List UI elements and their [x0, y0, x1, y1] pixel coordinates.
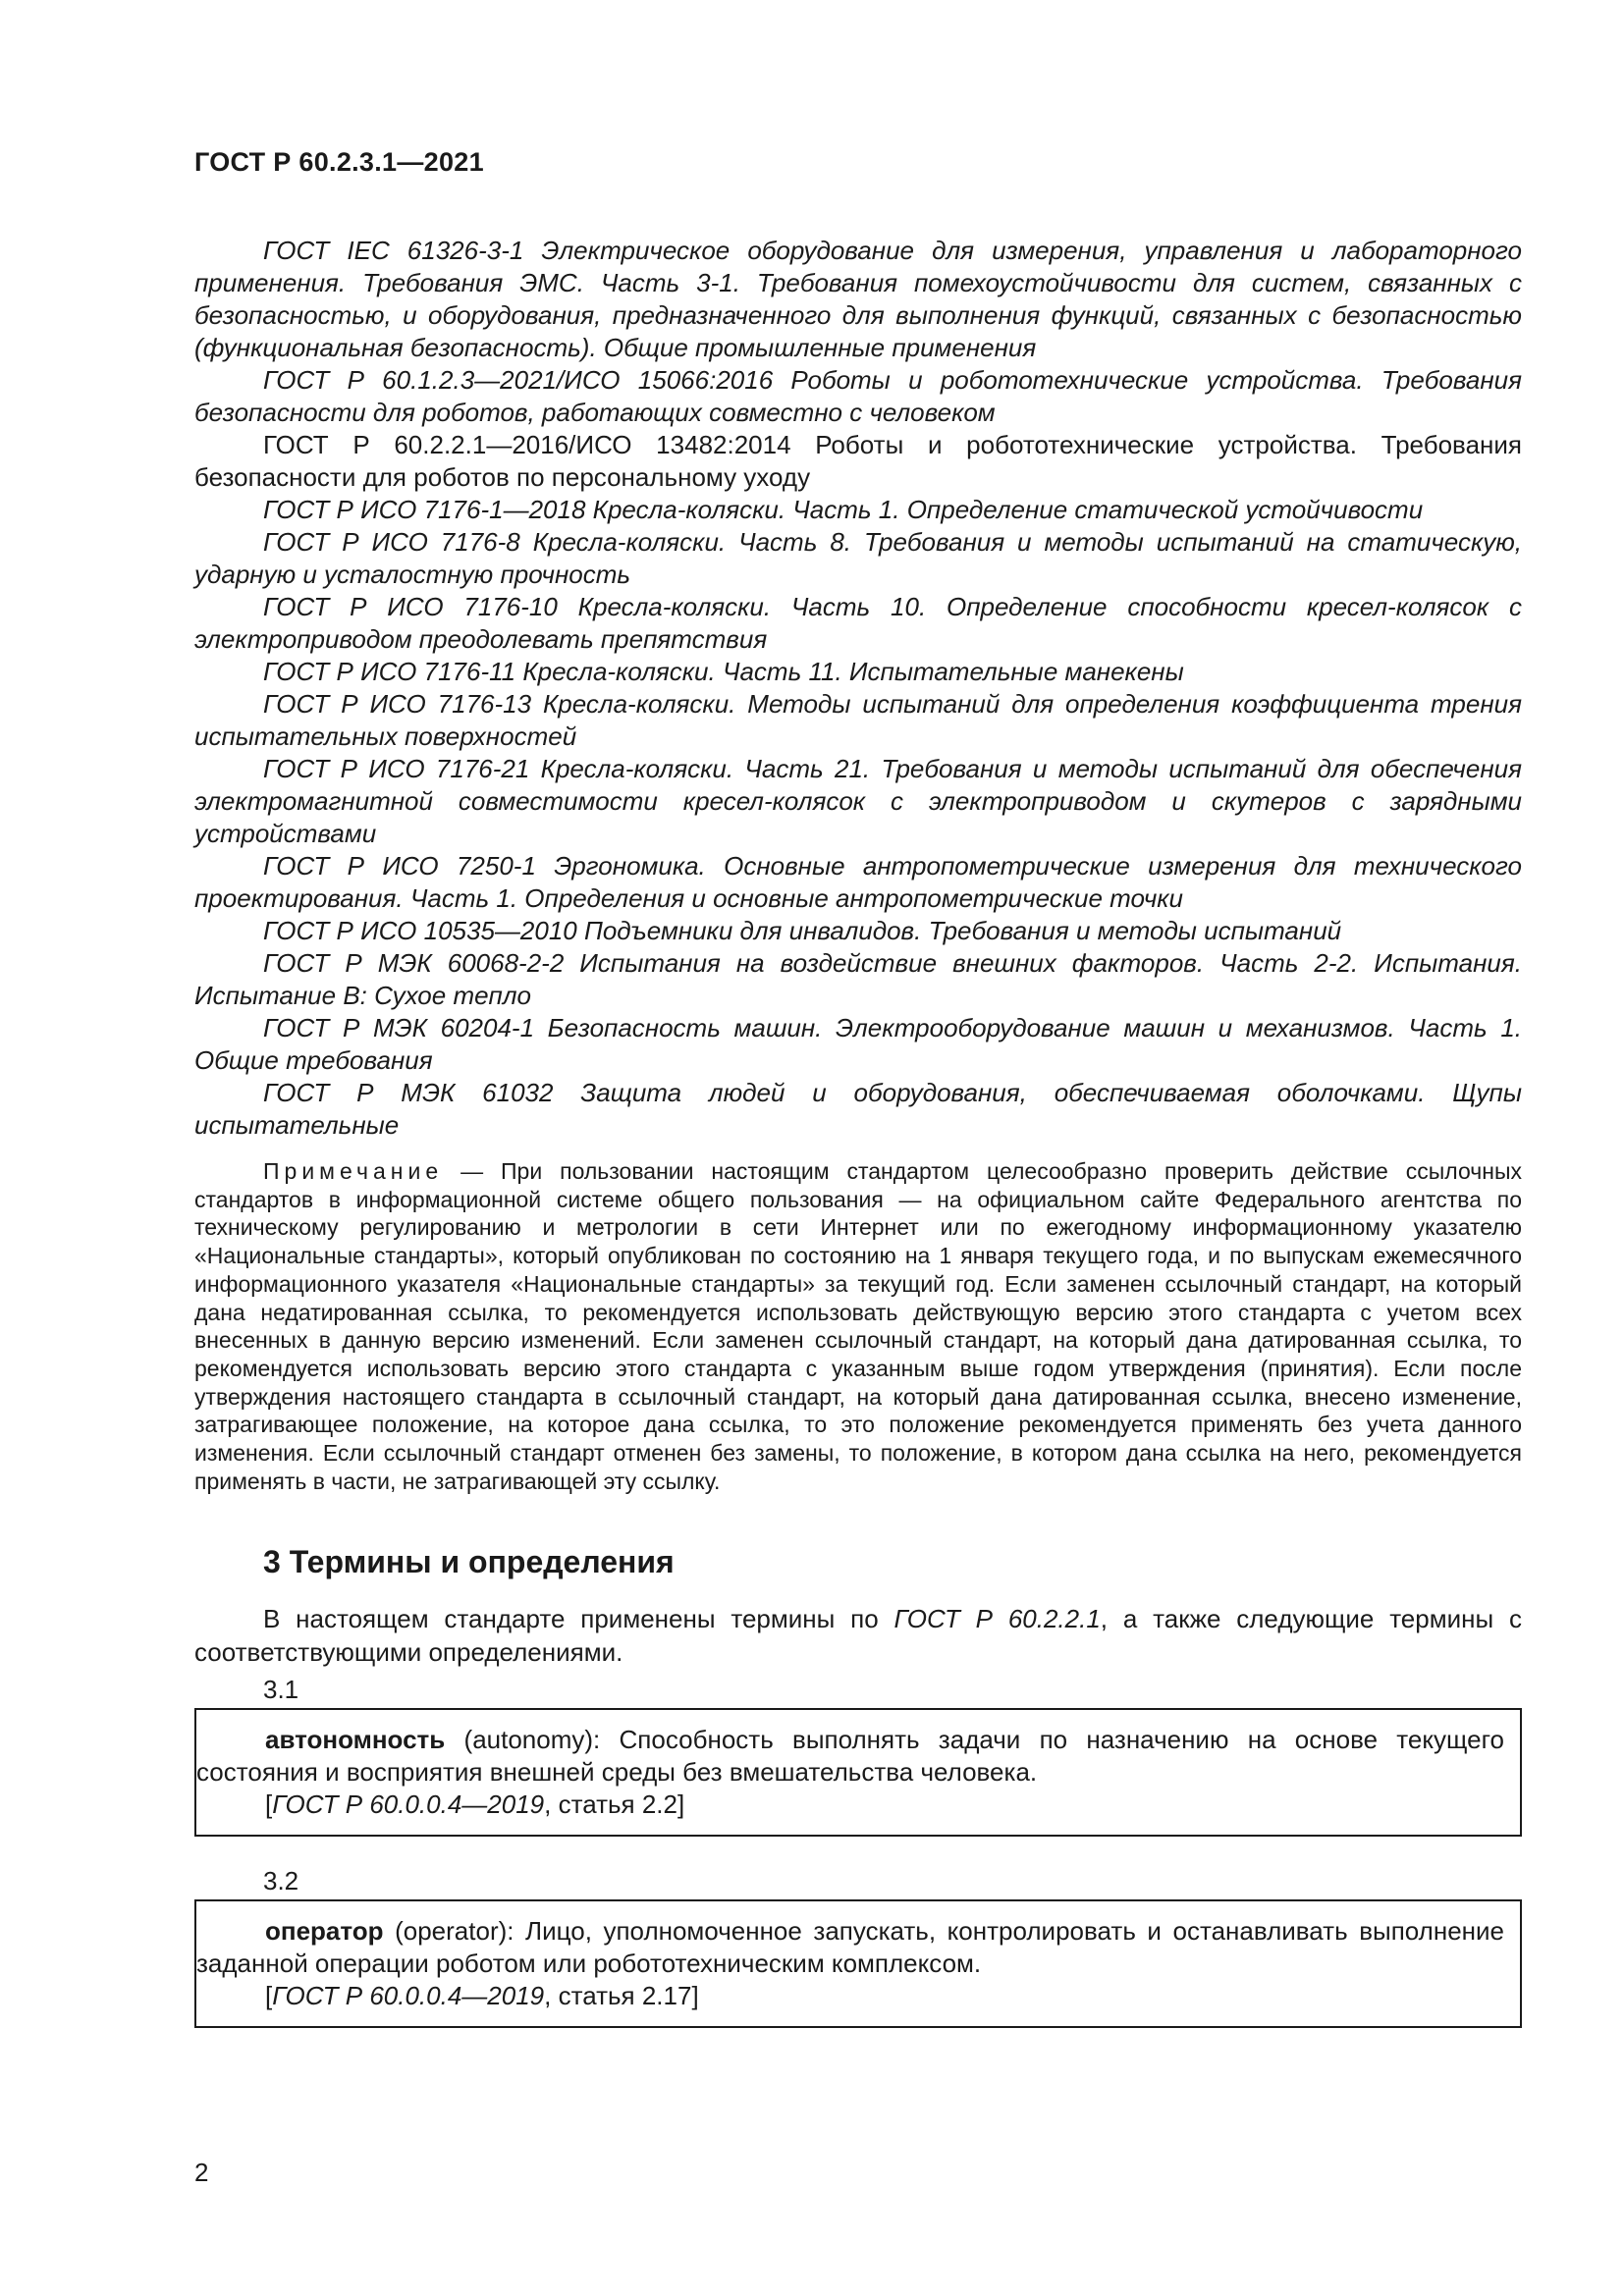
document-code-header: ГОСТ Р 60.2.3.1—2021	[194, 147, 484, 177]
reference-item: ГОСТ Р ИСО 7176-10 Кресла-коляски. Часть 10. Определение способности кресел-колясок с электроприводом преодолевать препятствия	[194, 592, 1522, 654]
reference-item: ГОСТ Р ИСО 7176-21 Кресла-коляски. Часть 21. Требования и методы испытаний для обеспечения электромагнитной совместимости кресел-колясок с электроприводом и скутеров с зарядными устройствами	[194, 754, 1522, 848]
intro-text-end: , а также следующие термины с соответствующими определениями.	[194, 1604, 1522, 1668]
note-text: — При пользовании настоящим стандартом целесообразно проверить действие ссылочных стандартов в информационной системе общего пользования — на официальном сайте Федерального агентства по техническому регулированию и метрологии в сети Интернет или по ежегодному информационному указателю «Национальные стандарты», который опубликован по состоянию на 1 января текущего года, и по выпускам ежемесячного информационного указателя «Национальные стандарты» за текущий год. Если заменен ссылочный стандарт, на который дана недатированная ссылка, то рекомендуется использовать действующую версию этого стандарта с учетом всех внесенных в данную версию изменений. Если заменен ссылочный стандарт, на который дана датированная ссылка, то рекомендуется использовать версию этого стандарта с указанным выше годом утверждения (принятия). Если после утверждения настоящего стандарта в ссылочный стандарт, на который дана датированная ссылка, внесено изменение, затрагивающее положение, на которое дана ссылка, то это положение рекомендуется применять без учета данного изменения. Если ссылочный стандарт отменен без замены, то положение, в котором дана ссылка на него, рекомендуется применять в части, не затрагивающей эту ссылку.	[194, 1158, 1522, 1494]
source-article: , статья 2.2]	[544, 1789, 685, 1820]
reference-item: ГОСТ Р 60.1.2.3—2021/ИСО 15066:2016 Роботы и робототехнические устройства. Требования безопасности для роботов, работающих совместно с человеком	[194, 365, 1522, 427]
page-number: 2	[194, 2158, 209, 2187]
term-source	[196, 1980, 1520, 2012]
intro-reference: ГОСТ Р 60.2.2.1	[893, 1604, 1101, 1634]
reference-item: ГОСТ Р ИСО 7176-13 Кресла-коляски. Методы испытаний для определения коэффициента трения испытательных поверхностей	[194, 689, 1522, 751]
source-bracket: [	[265, 1789, 273, 1820]
term-definition-text: : Способность выполнять задачи по назначению на основе текущего состояния и восприятия внешней среды без вмешательства человека.	[196, 1725, 1504, 1788]
reference-item: ГОСТ IEC 61326-3-1 Электрическое оборудование для измерения, управления и лабораторного применения. Требования ЭМС. Часть 3-1. Требования помехоустойчивости для систем, связанных с безопасностью, и оборудования, предназначенного для выполнения функций, связанных с безопасностью (функциональная безопасность). Общие промышленные применения	[194, 236, 1522, 362]
source-article: , статья 2.17]	[544, 1981, 699, 2011]
term-word: автономность	[265, 1725, 446, 1755]
term-definition-box	[194, 1899, 1522, 2028]
term-word: оператор	[265, 1916, 384, 1947]
document-page	[194, 147, 1522, 2056]
reference-item: ГОСТ Р ИСО 7176-8 Кресла-коляски. Часть 8. Требования и методы испытаний на статическую, ударную и усталостную прочность	[194, 527, 1522, 589]
note-label: Примечание	[263, 1158, 444, 1184]
term-definition-box	[194, 1708, 1522, 1837]
reference-item: ГОСТ Р ИСО 7176-11 Кресла-коляски. Часть 11. Испытательные манекены	[263, 657, 1184, 686]
source-reference: ГОСТ Р 60.0.0.4—2019	[272, 1789, 545, 1820]
normative-references-list	[194, 235, 1522, 1142]
term-number: 3.1	[263, 1675, 299, 1705]
intro-text: В настоящем стандарте применены термины по	[263, 1604, 894, 1634]
section-title: 3 Термины и определения	[263, 1544, 675, 1580]
reference-item: ГОСТ Р 60.2.2.1—2016/ИСО 13482:2014 Роботы и робототехнические устройства. Требования безопасности для роботов по персональному уходу	[194, 430, 1522, 492]
note-paragraph	[194, 1157, 1522, 1495]
term-definition-text: : Лицо, уполномоченное запускать, контролировать и останавливать выполнение заданной операции роботом или робототехническим комплексом.	[196, 1916, 1504, 1979]
reference-item: ГОСТ Р ИСО 10535—2010 Подъемники для инвалидов. Требования и методы испытаний	[263, 916, 1342, 945]
term-definition	[196, 1915, 1520, 1980]
term-source	[196, 1789, 1520, 1821]
term-definition	[196, 1724, 1520, 1789]
section-intro	[194, 1602, 1522, 1669]
term-english: (autonomy)	[445, 1725, 594, 1755]
source-reference: ГОСТ Р 60.0.0.4—2019	[272, 1981, 545, 2011]
reference-item: ГОСТ Р МЭК 61032 Защита людей и оборудования, обеспечиваемая оболочками. Щупы испытательные	[194, 1078, 1522, 1140]
reference-item: ГОСТ Р МЭК 60204-1 Безопасность машин. Электрооборудование машин и механизмов. Часть 1. Общие требования	[194, 1013, 1522, 1075]
source-bracket: [	[265, 1981, 273, 2011]
reference-item: ГОСТ Р ИСО 7176-1—2018 Кресла-коляски. Часть 1. Определение статической устойчивости	[263, 495, 1424, 524]
reference-item: ГОСТ Р МЭК 60068-2-2 Испытания на воздействие внешних факторов. Часть 2-2. Испытания. Испытание B: Сухое тепло	[194, 948, 1522, 1010]
reference-item: ГОСТ Р ИСО 7250-1 Эргономика. Основные антропометрические измерения для технического проектирования. Часть 1. Определения и основные антропометрические точки	[194, 851, 1522, 913]
term-english: (operator)	[383, 1916, 508, 1947]
term-number: 3.2	[263, 1866, 299, 1896]
